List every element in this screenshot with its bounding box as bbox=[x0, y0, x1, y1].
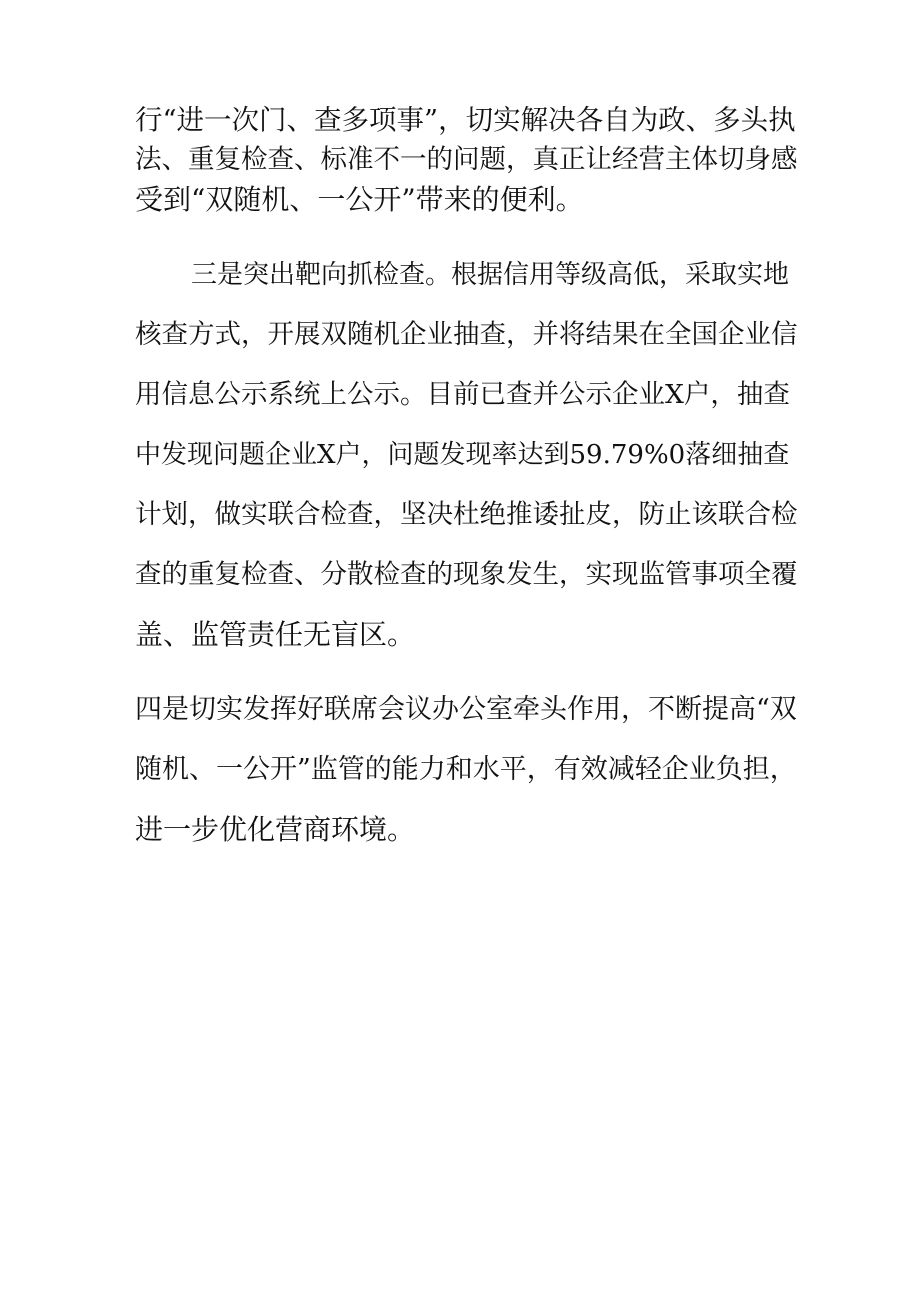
text-line: 行“进一次门、查多项事”，切实解决各自为政、多头执 bbox=[135, 104, 796, 136]
text-line: 中发现问题企业X户，问题发现率达到59.79%0落细抽查 bbox=[135, 440, 790, 470]
text-line: 用信息公示系统上公示。目前已查并公示企业X户，抽查 bbox=[135, 379, 790, 410]
paragraph-continuation bbox=[135, 100, 800, 220]
text-line: 四是切实发挥好联席会议办公室牵头作用，不断提高“双 bbox=[135, 694, 797, 725]
paragraph-joint-meeting bbox=[135, 680, 800, 860]
text-line: 盖、监管责任无盲区。 bbox=[135, 618, 416, 651]
text-line: 受到“双随机、一公开”带来的便利。 bbox=[135, 183, 584, 216]
text-line: 核查方式，开展双随机企业抽查，并将结果在全国企业信 bbox=[135, 319, 798, 350]
text-line: 三是突出靶向抓检查。根据信用等级高低，采取实地 bbox=[191, 260, 790, 290]
text-line: 法、重复检查、标准不一的问题，真正让经营主体切身感 bbox=[135, 144, 798, 175]
paragraph-targeted-inspection bbox=[135, 245, 800, 665]
text-line: 进一步优化营商环境。 bbox=[135, 813, 416, 846]
text-line: 查的重复检查、分散检查的现象发生，实现监管事项全覆 bbox=[135, 559, 798, 590]
text-line: 随机、一公开”监管的能力和水平，有效减轻企业负担， bbox=[135, 754, 797, 785]
text-line: 计划，做实联合检查，坚决杜绝推诿扯皮，防止该联合检 bbox=[135, 499, 798, 530]
